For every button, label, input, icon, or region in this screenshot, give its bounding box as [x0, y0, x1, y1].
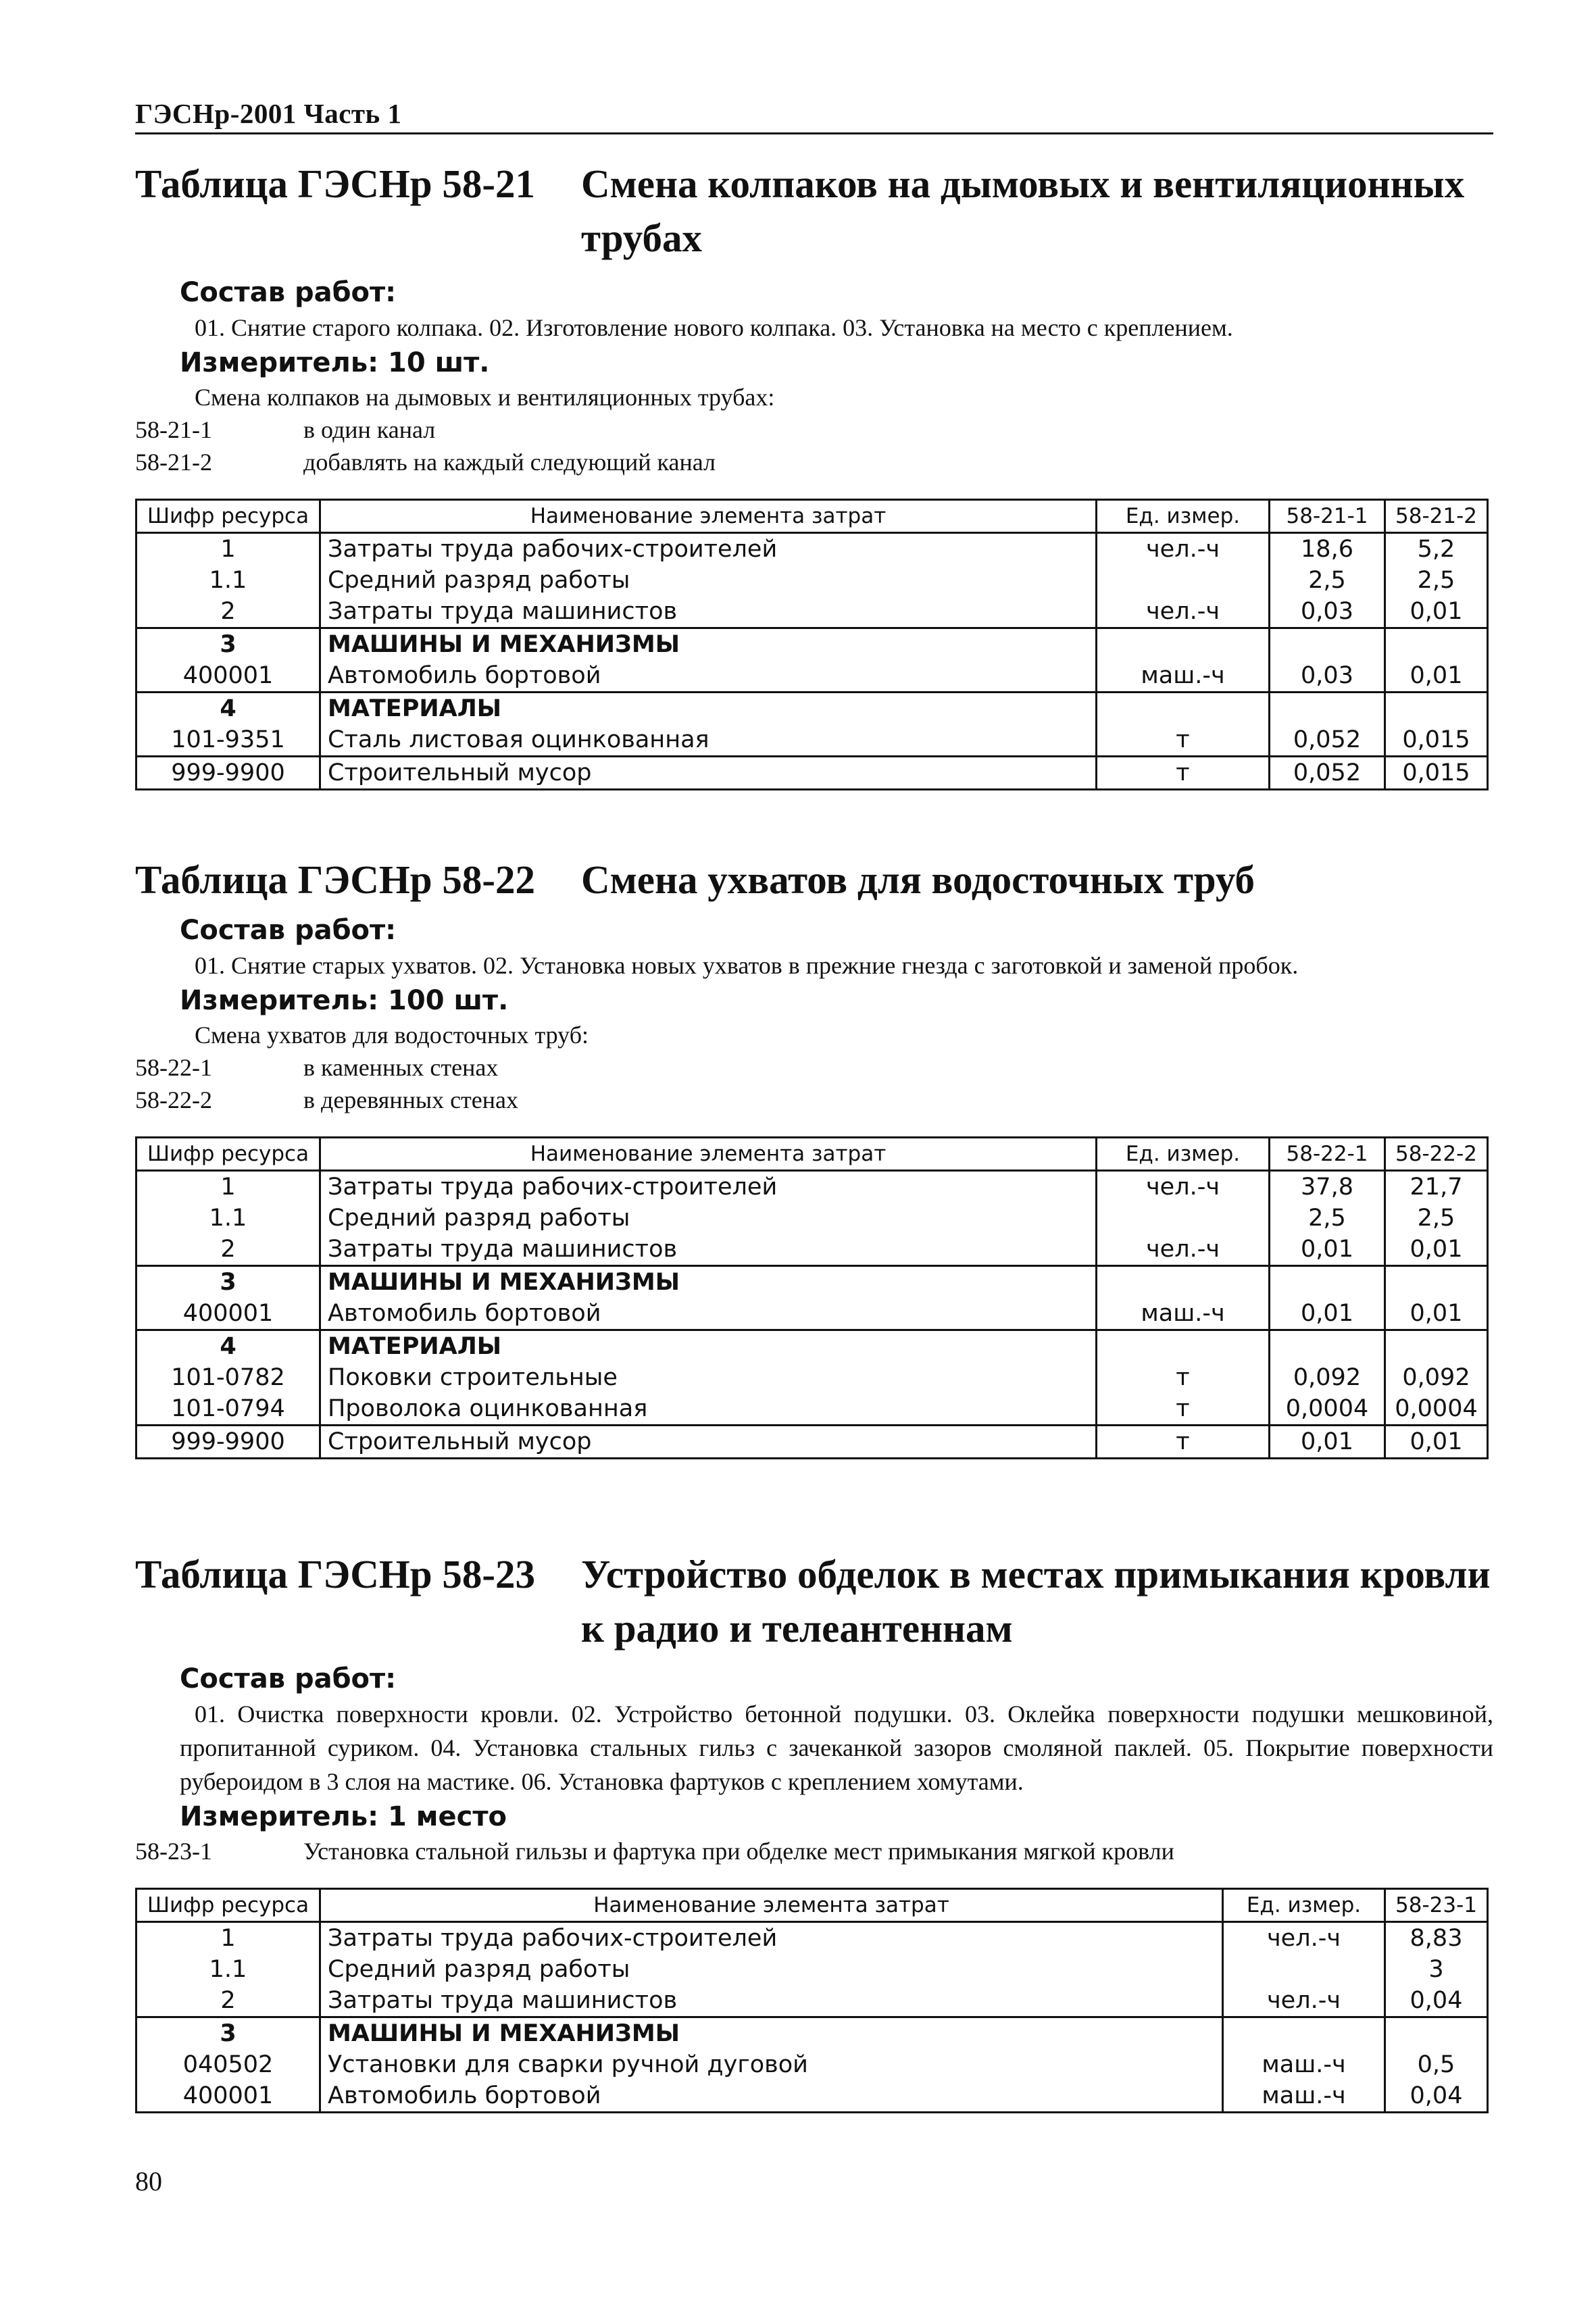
cell-value: 0,01 [1270, 1298, 1385, 1330]
cell-code: 4 [136, 1330, 320, 1363]
cell-value: 0,01 [1270, 1426, 1385, 1459]
header-cell: 58-22-1 [1270, 1138, 1385, 1171]
cell-name: Средний разряд работы [320, 1954, 1223, 1985]
header-cell: Наименование элемента затрат [320, 500, 1097, 533]
table-header [136, 1889, 1488, 1922]
cell-value: 0,03 [1270, 596, 1385, 628]
header-cell: 58-23-1 [1385, 1889, 1488, 1922]
table-header [136, 500, 1488, 533]
cell-value: 0,0004 [1385, 1393, 1488, 1426]
cell-value: 21,7 [1385, 1171, 1488, 1203]
table-title [135, 853, 1493, 907]
meter-label: Измеритель: 10 шт. [180, 347, 490, 378]
variant-code: 58-21-2 [135, 449, 212, 476]
cell-name: Строительный мусор [320, 1426, 1097, 1459]
cell-value [1385, 628, 1488, 661]
cell-name: Автомобиль бортовой [320, 660, 1097, 693]
cell-code: 1.1 [136, 1203, 320, 1234]
cell-value: 0,052 [1270, 757, 1385, 790]
table-row-group [136, 2017, 1488, 2050]
cell-unit [1097, 628, 1270, 661]
cell-value: 0,04 [1385, 1985, 1488, 2017]
cell-code: 400001 [136, 2080, 320, 2113]
header-cell: Ед. измер. [1097, 500, 1270, 533]
cell-unit: т [1097, 1426, 1270, 1459]
cell-unit: маш.-ч [1223, 2080, 1385, 2113]
cell-value: 0,092 [1385, 1362, 1488, 1393]
work-label: Состав работ: [180, 915, 397, 946]
table-code: Таблица ГЭСНр 58-21 [135, 161, 536, 206]
cell-name: МАШИНЫ И МЕХАНИЗМЫ [320, 1266, 1097, 1299]
cell-code: 999-9900 [136, 1426, 320, 1459]
cell-unit: чел.-ч [1223, 1922, 1385, 1955]
cell-unit [1223, 1954, 1385, 1985]
cell-code: 400001 [136, 660, 320, 693]
cell-unit: маш.-ч [1223, 2049, 1385, 2080]
header-cell: Шифр ресурса [136, 1889, 320, 1922]
cell-value: 0,03 [1270, 660, 1385, 693]
table-row [136, 1922, 1488, 1955]
work-text: 01. Очистка поверхности кровли. 02. Устройство бетонной подушки. 03. Оклейка поверхности подушки мешковиной, пропитанной суриком. 04. Установка стальных гильз с зачеканкой зазоров смоляной паклей. 05. Покрытие поверхности рубероидом в 3 слоя на мастике. 06. Установка фартуков с креплением хомутами. [180, 1701, 1493, 1795]
variant-code: 58-22-1 [135, 1054, 212, 1081]
cell-code: 999-9900 [136, 757, 320, 790]
variant-text: в деревянных стенах [303, 1086, 519, 1113]
variant-text: в каменных стенах [303, 1054, 499, 1081]
variant-code: 58-22-2 [135, 1086, 212, 1113]
table-row-group [136, 693, 1488, 725]
intro-text: Смена колпаков на дымовых и вентиляционных трубах: [195, 384, 775, 411]
cell-unit: т [1097, 1362, 1270, 1393]
cell-code: 1 [136, 533, 320, 565]
cell-name: Автомобиль бортовой [320, 2080, 1223, 2113]
cell-value: 0,01 [1270, 1234, 1385, 1266]
header-cell: 58-21-1 [1270, 500, 1385, 533]
cell-name: МАТЕРИАЛЫ [320, 693, 1097, 725]
cell-code: 1 [136, 1171, 320, 1203]
table-row [136, 533, 1488, 565]
cell-unit: т [1097, 724, 1270, 757]
variant-text: в один канал [303, 416, 436, 443]
table-name: Устройство обделок в местах примыкания кровли к радио и телеантеннам [581, 1552, 1491, 1651]
table-row-group [136, 1330, 1488, 1363]
cell-name: Поковки строительные [320, 1362, 1097, 1393]
cell-name: Установки для сварки ручной дуговой [320, 2049, 1223, 2080]
table-row [136, 1954, 1488, 1985]
cell-value: 0,052 [1270, 724, 1385, 757]
variant-code: 58-21-1 [135, 416, 212, 443]
table-title [135, 157, 1493, 265]
cell-unit: т [1097, 1393, 1270, 1426]
cell-value: 2,5 [1270, 1203, 1385, 1234]
cell-name: МАШИНЫ И МЕХАНИЗМЫ [320, 2017, 1223, 2050]
cell-name: Средний разряд работы [320, 1203, 1097, 1234]
cell-unit: маш.-ч [1097, 660, 1270, 693]
variant-row [135, 1084, 1493, 1116]
cell-value [1385, 1266, 1488, 1299]
cell-value: 2,5 [1270, 565, 1385, 596]
cell-name: Автомобиль бортовой [320, 1298, 1097, 1330]
table-title [135, 1547, 1493, 1655]
cell-value: 2,5 [1385, 1203, 1488, 1234]
cell-value [1385, 2017, 1488, 2050]
table-row [136, 757, 1488, 790]
table-row [136, 1171, 1488, 1203]
table-row [136, 1203, 1488, 1234]
cell-value [1270, 1266, 1385, 1299]
cell-unit: чел.-ч [1097, 533, 1270, 565]
table-row [136, 1362, 1488, 1393]
section-58-23 [135, 1547, 1493, 2113]
cell-name: МАТЕРИАЛЫ [320, 1330, 1097, 1363]
cell-value: 8,83 [1385, 1922, 1488, 1955]
table-row-group [136, 1266, 1488, 1299]
cell-code: 2 [136, 1985, 320, 2017]
variant-text: добавлять на каждый следующий канал [303, 449, 716, 476]
cell-value: 0,04 [1385, 2080, 1488, 2113]
header-cell: 58-22-2 [1385, 1138, 1488, 1171]
resource-table [135, 1136, 1489, 1459]
header-cell: Наименование элемента затрат [320, 1889, 1223, 1922]
cell-unit: чел.-ч [1097, 1171, 1270, 1203]
table-row [136, 1234, 1488, 1266]
cell-value: 0,015 [1385, 757, 1488, 790]
table-row-group [136, 628, 1488, 661]
work-text: 01. Снятие старого колпака. 02. Изготовление нового колпака. 03. Установка на место с креплением. [195, 314, 1233, 341]
cell-name: Затраты труда рабочих-строителей [320, 1922, 1223, 1955]
running-head: ГЭСНр-2001 Часть 1 [135, 98, 402, 129]
cell-code: 101-0794 [136, 1393, 320, 1426]
cell-value: 0,0004 [1270, 1393, 1385, 1426]
cell-unit [1223, 2017, 1385, 2050]
cell-value: 0,01 [1385, 596, 1488, 628]
cell-value: 2,5 [1385, 565, 1488, 596]
table-name: Смена ухватов для водосточных труб [581, 857, 1255, 902]
cell-unit [1097, 1266, 1270, 1299]
cell-value: 5,2 [1385, 533, 1488, 565]
cell-code: 101-9351 [136, 724, 320, 757]
cell-value: 0,01 [1385, 1298, 1488, 1330]
cell-unit: т [1097, 757, 1270, 790]
cell-name: Строительный мусор [320, 757, 1097, 790]
cell-code: 4 [136, 693, 320, 725]
work-label: Состав работ: [180, 277, 397, 308]
cell-code: 101-0782 [136, 1362, 320, 1393]
cell-name: Затраты труда машинистов [320, 1234, 1097, 1266]
cell-unit: маш.-ч [1097, 1298, 1270, 1330]
cell-unit: чел.-ч [1097, 596, 1270, 628]
cell-value: 0,01 [1385, 1426, 1488, 1459]
table-code: Таблица ГЭСНр 58-23 [135, 1552, 536, 1596]
variant-row [135, 413, 1493, 446]
cell-code: 3 [136, 628, 320, 661]
table-name: Смена колпаков на дымовых и вентиляционных трубах [581, 161, 1465, 260]
cell-code: 400001 [136, 1298, 320, 1330]
table-row [136, 1985, 1488, 2017]
variant-row [135, 446, 1493, 478]
header-cell: 58-21-2 [1385, 500, 1488, 533]
cell-code: 3 [136, 2017, 320, 2050]
cell-value: 0,5 [1385, 2049, 1488, 2080]
table-row [136, 660, 1488, 693]
cell-value [1385, 1330, 1488, 1363]
cell-value [1385, 693, 1488, 725]
cell-value [1270, 1330, 1385, 1363]
table-row [136, 1298, 1488, 1330]
table-row [136, 565, 1488, 596]
header-cell: Наименование элемента затрат [320, 1138, 1097, 1171]
cell-value [1270, 628, 1385, 661]
table-code: Таблица ГЭСНр 58-22 [135, 857, 536, 902]
cell-name: Затраты труда рабочих-строителей [320, 533, 1097, 565]
cell-name: Затраты труда рабочих-строителей [320, 1171, 1097, 1203]
cell-name: Проволока оцинкованная [320, 1393, 1097, 1426]
variant-row [135, 1051, 1493, 1084]
header-cell: Ед. измер. [1223, 1889, 1385, 1922]
cell-value: 0,092 [1270, 1362, 1385, 1393]
cell-unit [1097, 565, 1270, 596]
intro-text: Смена ухватов для водосточных труб: [195, 1022, 589, 1049]
variant-row [135, 1835, 1493, 1867]
cell-name: Затраты труда машинистов [320, 1985, 1223, 2017]
resource-table [135, 1888, 1489, 2113]
meter-label: Измеритель: 100 шт. [180, 985, 509, 1016]
cell-value: 37,8 [1270, 1171, 1385, 1203]
cell-value: 18,6 [1270, 533, 1385, 565]
cell-value [1270, 693, 1385, 725]
cell-unit [1097, 1330, 1270, 1363]
cell-value: 3 [1385, 1954, 1488, 1985]
header-rule [135, 132, 1493, 134]
variant-text: Установка стальной гильзы и фартука при обделке мест примыкания мягкой кровли [303, 1838, 1174, 1865]
resource-table [135, 499, 1489, 790]
cell-name: Затраты труда машинистов [320, 596, 1097, 628]
cell-name: МАШИНЫ И МЕХАНИЗМЫ [320, 628, 1097, 661]
table-row [136, 596, 1488, 628]
cell-code: 2 [136, 1234, 320, 1266]
cell-value: 0,01 [1385, 660, 1488, 693]
cell-code: 2 [136, 596, 320, 628]
section-58-22 [135, 853, 1493, 1459]
table-row [136, 2049, 1488, 2080]
table-row [136, 1426, 1488, 1459]
cell-value: 0,015 [1385, 724, 1488, 757]
table-row [136, 724, 1488, 757]
header-cell: Шифр ресурса [136, 1138, 320, 1171]
cell-code: 1 [136, 1922, 320, 1955]
work-label: Состав работ: [180, 1663, 397, 1694]
section-58-21 [135, 157, 1493, 790]
cell-code: 040502 [136, 2049, 320, 2080]
cell-code: 3 [136, 1266, 320, 1299]
header-cell: Ед. измер. [1097, 1138, 1270, 1171]
cell-value: 0,01 [1385, 1234, 1488, 1266]
cell-name: Средний разряд работы [320, 565, 1097, 596]
work-text: 01. Снятие старых ухватов. 02. Установка новых ухватов в прежние гнезда с заготовкой и заменой пробок. [195, 952, 1299, 979]
cell-code: 1.1 [136, 1954, 320, 1985]
table-header [136, 1138, 1488, 1171]
cell-unit: чел.-ч [1223, 1985, 1385, 2017]
variant-code: 58-23-1 [135, 1838, 212, 1865]
table-row [136, 1393, 1488, 1426]
page-number: 80 [135, 2166, 162, 2196]
cell-unit: чел.-ч [1097, 1234, 1270, 1266]
cell-unit [1097, 693, 1270, 725]
meter-label: Измеритель: 1 место [180, 1801, 507, 1832]
cell-name: Сталь листовая оцинкованная [320, 724, 1097, 757]
header-cell: Шифр ресурса [136, 500, 320, 533]
cell-unit [1097, 1203, 1270, 1234]
cell-code: 1.1 [136, 565, 320, 596]
table-row [136, 2080, 1488, 2113]
